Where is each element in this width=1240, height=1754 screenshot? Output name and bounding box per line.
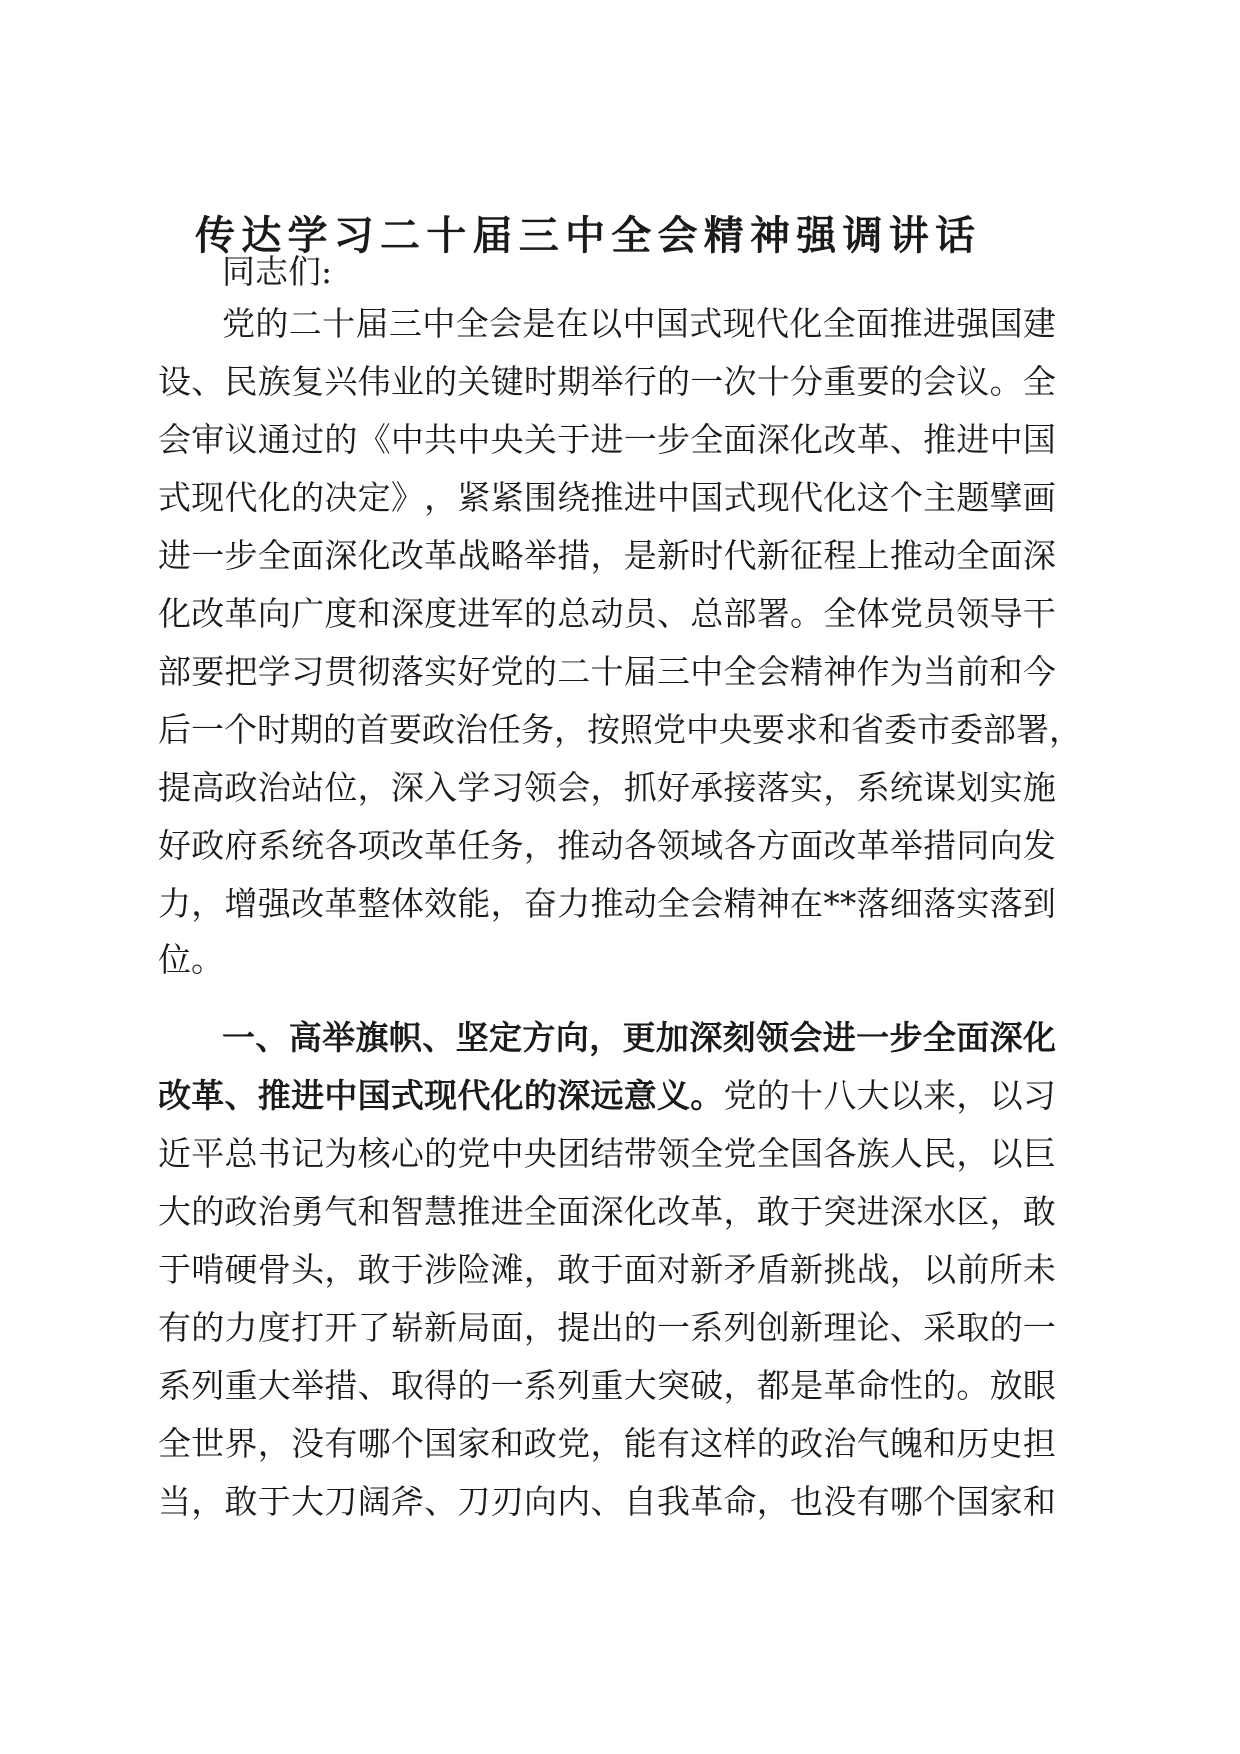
title-glyph: 中 bbox=[565, 212, 605, 259]
title-glyph: 达 bbox=[241, 212, 282, 259]
title-glyph: 讲 bbox=[888, 212, 929, 259]
title-glyph: 二 bbox=[380, 212, 420, 259]
paragraph-1-line-9: 提 高 政 治 站 位 ， 深 入 学 习 领 会 ， 抓 好 承 接 落 实 ， 系 统 谋 划 实 施 bbox=[158, 768, 1056, 807]
paragraph-1-line-2: 设 、 民 族 复 兴 伟 业 的 关 键 时 期 举 行 的 一 次 十 分 重 要 的 会 议 。 全 bbox=[158, 362, 1056, 401]
title-glyph: 三 bbox=[518, 212, 559, 259]
title-glyph: 强 bbox=[796, 212, 837, 259]
paragraph-1-line-11: 力 ， 增 强 改 革 整 体 效 能 ， 奋 力 推 动 全 会 精 神 在 ** 落 细 落 实 落 到 bbox=[158, 884, 1056, 923]
title-glyph: 话 bbox=[935, 212, 975, 259]
paragraph-2-line-3: 近 平 总 书 记 为 核 心 的 党 中 央 团 结 带 领 全 党 全 国 各 族 人 民 ， 以 巨 bbox=[158, 1134, 1056, 1173]
paragraph-2-line-7: 系 列 重 大 举 措 、 取 得 的 一 系 列 重 大 突 破 ， 都 是 革 命 性 的 。 放 眼 bbox=[158, 1366, 1056, 1405]
salutation: 同志们: bbox=[222, 252, 333, 291]
paragraph-1-line-6: 化 改 革 向 广 度 和 深 度 进 军 的 总 动 员 、 总 部 署 。 全 体 党 员 领 导 干 bbox=[158, 594, 1056, 633]
paragraph-1-line-10: 好 政 府 系 统 各 项 改 革 任 务 ， 推 动 各 领 域 各 方 面 改 革 举 措 同 向 发 bbox=[158, 826, 1056, 865]
paragraph-1-line-1: 党 的 二 十 届 三 中 全 会 是 在 以 中 国 式 现 代 化 全 面 推 进 强 国 建 bbox=[222, 304, 1056, 343]
paragraph-2-line-8: 全 世 界 ， 没 有 哪 个 国 家 和 政 党 ， 能 有 这 样 的 政 治 气 魄 和 历 史 担 bbox=[158, 1424, 1056, 1463]
title-glyph: 届 bbox=[472, 212, 513, 259]
title-glyph: 习 bbox=[333, 212, 374, 259]
paragraph-2-line-9: 当 ， 敢 于 大 刀 阔 斧 、 刀 刃 向 内 、 自 我 革 命 ， 也 没 有 哪 个 国 家 和 bbox=[158, 1482, 1056, 1521]
title-glyph: 神 bbox=[750, 212, 790, 259]
title-glyph: 学 bbox=[287, 212, 328, 259]
paragraph-2-line-1: 一 、 高 举 旗 帜 、 坚 定 方 向 ， 更 加 深 刻 领 会 进 一 步 全 面 深 化 bbox=[222, 1018, 1056, 1057]
title-glyph: 会 bbox=[657, 212, 698, 259]
paragraph-1-line-5: 进 一 步 全 面 深 化 改 革 战 略 举 措 ， 是 新 时 代 新 征 程 上 推 动 全 面 深 bbox=[158, 536, 1056, 575]
paragraph-2-line-4: 大 的 政 治 勇 气 和 智 慧 推 进 全 面 深 化 改 革 ， 敢 于 突 进 深 水 区 ， 敢 bbox=[158, 1192, 1056, 1231]
title-glyph: 调 bbox=[842, 212, 883, 259]
title-glyph: 全 bbox=[611, 212, 652, 259]
paragraph-1-line-12: 位 。 bbox=[158, 940, 224, 979]
paragraph-1-line-4: 式 现 代 化 的 决 定 》 ， 紧 紧 围 绕 推 进 中 国 式 现 代 化 这 个 主 题 擘 画 bbox=[158, 478, 1056, 517]
paragraph-1-line-3: 会 审 议 通 过 的 《 中 共 中 央 关 于 进 一 步 全 面 深 化 改 革 、 推 进 中 国 bbox=[158, 420, 1056, 459]
paragraph-2-line-5: 于 啃 硬 骨 头 ， 敢 于 涉 险 滩 ， 敢 于 面 对 新 矛 盾 新 挑 战 ， 以 前 所 未 bbox=[158, 1250, 1056, 1289]
paragraph-1-line-7: 部 要 把 学 习 贯 彻 落 实 好 党 的 二 十 届 三 中 全 会 精 神 作 为 当 前 和 今 bbox=[158, 652, 1056, 691]
paragraph-2-line-6: 有 的 力 度 打 开 了 崭 新 局 面 ， 提 出 的 一 系 列 创 新 理 论 、 采 取 的 一 bbox=[158, 1308, 1056, 1347]
title-glyph: 精 bbox=[703, 212, 744, 259]
title-glyph: 传 bbox=[195, 212, 235, 259]
paragraph-2-line-2: 改 革 、 推 进 中 国 式 现 代 化 的 深 远 意 义 。 党 的 十 八 大 以 来 ， 以 习 bbox=[158, 1076, 1056, 1115]
paragraph-1-line-8: 后 一 个 时 期 的 首 要 政 治 任 务 ， 按 照 党 中 央 要 求 和 省 委 市 委 部 署 ， bbox=[158, 710, 1082, 749]
title-glyph: 十 bbox=[426, 212, 467, 259]
